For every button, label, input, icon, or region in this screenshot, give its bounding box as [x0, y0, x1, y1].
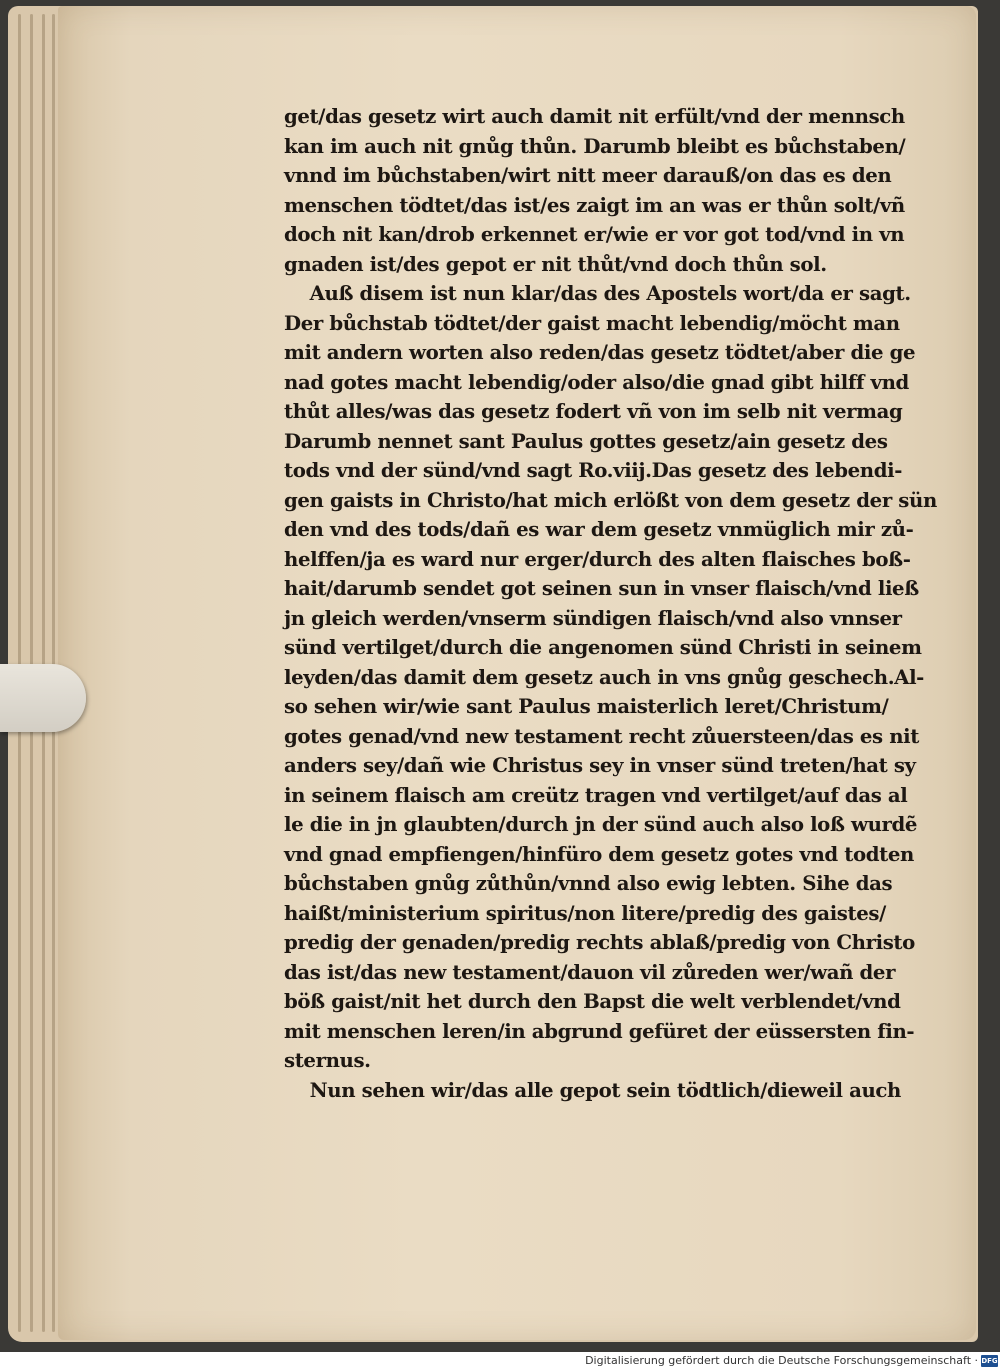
footer-credit: Digitalisierung gefördert durch die Deutsche Forschungsgemeinschaft · — [585, 1354, 978, 1367]
text-line: gotes genad/vnd new testament recht zůuersteen/das es nit — [284, 723, 919, 748]
book-page — [58, 6, 976, 1340]
text-line: Auß disem ist nun klar/das des Apostels wort/da er sagt. — [309, 281, 911, 305]
text-line: get/das gesetz wirt auch damit nit erfült/vnd der mennsch — [284, 104, 905, 128]
text-line: Darumb nennet sant Paulus gottes gesetz/ain gesetz des — [284, 428, 888, 453]
text-line: leyden/das damit dem gesetz auch in vns gnůg geschech.Al- — [284, 664, 924, 689]
text-line: bůchstaben gnůg zůthůn/vnnd also ewig lebten. Sihe das — [284, 871, 893, 895]
text-line: anders sey/dañ wie Christus sey in vnser sünd treten/hat sy — [284, 753, 916, 777]
text-line: helffen/ja es ward nur erger/durch des alten flaisches boß- — [284, 546, 911, 571]
text-line: hait/darumb sendet got seinen sun in vnser flaisch/vnd ließ — [284, 576, 919, 600]
text-line: menschen tödtet/das ist/es zaigt im an was er thůn solt/vñ — [284, 192, 905, 217]
footer-bar — [0, 1352, 1000, 1371]
text-line: vnd gnad empfiengen/hinfüro dem gesetz gotes vnd todten — [284, 841, 914, 866]
text-line: mit andern worten also reden/das gesetz tödtet/aber die ge — [284, 340, 916, 364]
page-text-block — [284, 102, 984, 1105]
text-line: böß gaist/nit het durch den Bapst die welt verblendet/vnd — [284, 989, 901, 1013]
text-line: le die in jn glaubten/durch jn der sünd auch also loß wurdẽ — [284, 812, 918, 836]
text-line: so sehen wir/wie sant Paulus maisterlich leret/Christum/ — [284, 694, 889, 718]
text-line: doch nit kan/drob erkennet er/wie er vor got tod/vnd in vn — [284, 222, 905, 246]
text-line: tods vnd der sünd/vnd sagt Ro.viij.Das gesetz des lebendi- — [284, 458, 903, 482]
text-line: sternus. — [284, 1048, 371, 1072]
page-clip — [0, 664, 86, 732]
text-line: nad gotes macht lebendig/oder also/die gnad gibt hilff vnd — [284, 369, 909, 394]
text-line: den vnd des tods/dañ es war dem gesetz vnmüglich mir zů- — [284, 517, 914, 541]
text-line: gen gaists in Christo/hat mich erlößt von dem gesetz der sün — [284, 487, 937, 512]
text-line: mit menschen leren/in abgrund gefüret der eüssersten fin- — [284, 1018, 915, 1043]
text-line: predig der genaden/predig rechts ablaß/predig von Christo — [284, 930, 915, 954]
text-line: kan im auch nit gnůg thůn. Darumb bleibt es bůchstaben/ — [284, 133, 906, 158]
dfg-logo: DFG — [981, 1357, 998, 1365]
text-line: Der bůchstab tödtet/der gaist macht lebendig/möcht man — [284, 310, 900, 335]
text-line: haißt/ministerium spiritus/non litere/predig des gaistes/ — [284, 900, 886, 925]
text-line: vnnd im bůchstaben/wirt nitt meer darauß/on das es den — [284, 163, 892, 187]
text-line: Nun sehen wir/das alle gepot sein tödtlich/dieweil auch — [309, 1077, 901, 1102]
text-line: thůt alles/was das gesetz fodert vñ von im selb nit vermag — [284, 399, 903, 423]
text-line: jn gleich werden/vnserm sündigen flaisch/vnd also vnnser — [284, 605, 902, 630]
text-line: in seinem flaisch am creütz tragen vnd vertilget/auf das al — [284, 782, 908, 807]
text-line: sünd vertilget/durch die angenomen sünd Christi in seinem — [284, 635, 922, 659]
text-line: das ist/das new testament/dauon vil zůreden wer/wañ der — [284, 959, 896, 984]
text-line: gnaden ist/des gepot er nit thůt/vnd doch thůn sol. — [284, 251, 827, 276]
